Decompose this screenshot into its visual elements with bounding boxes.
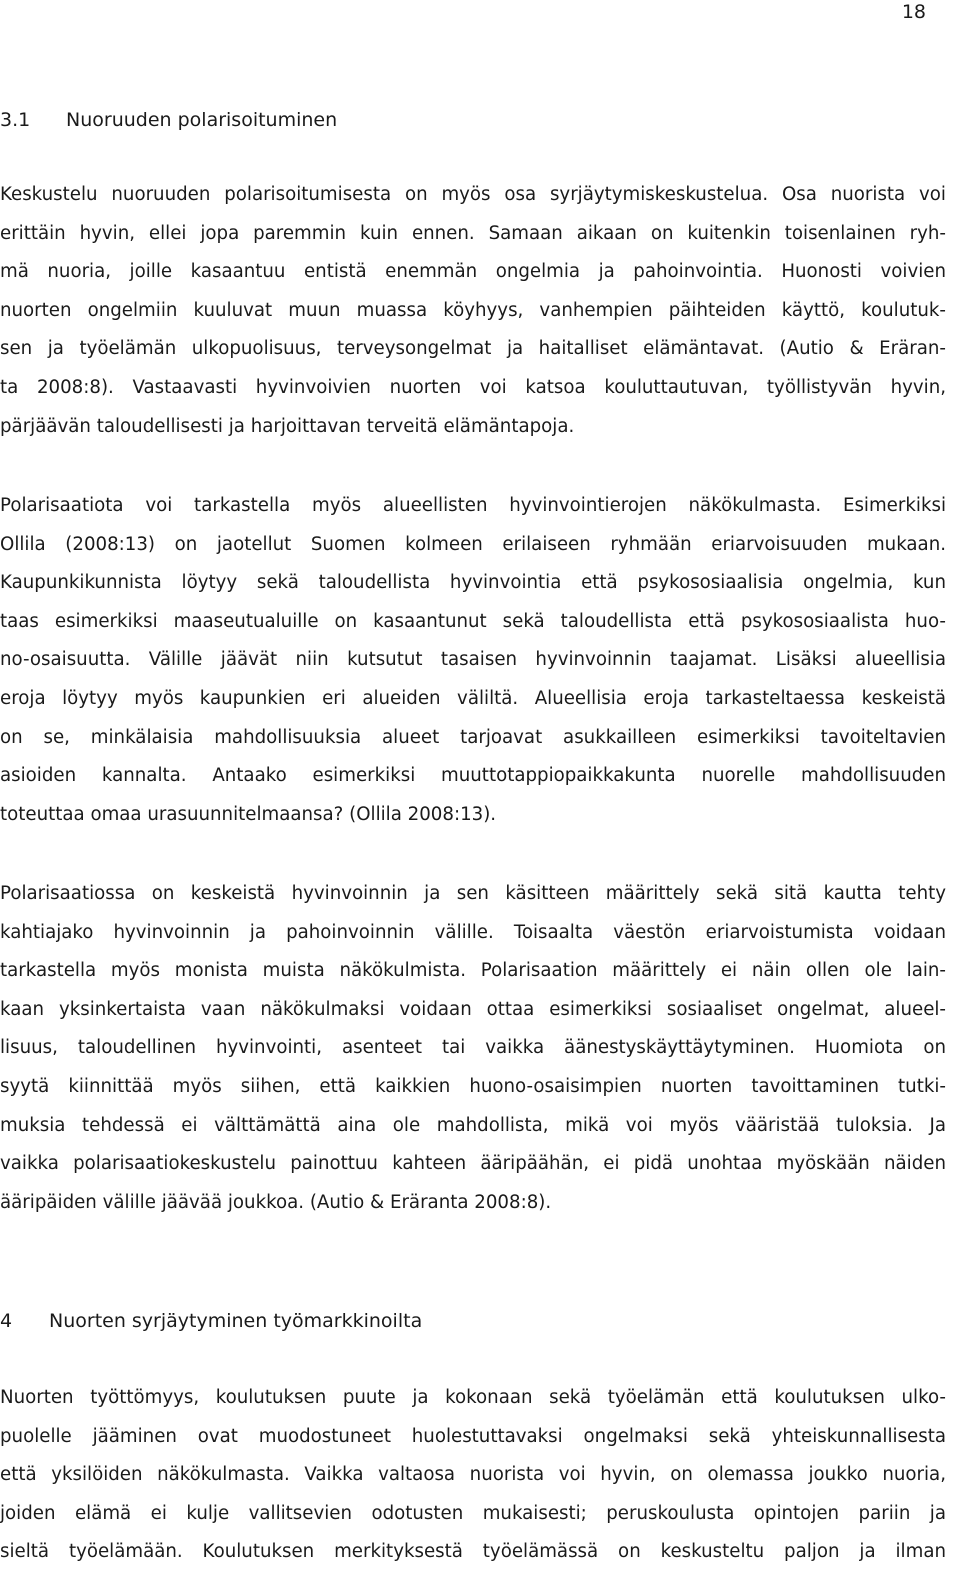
text-line: tarkastella myös monista muista näkökulmista. Polarisaation määrittely ei näin ollen ole lain- <box>0 960 946 982</box>
text-line: Polarisaatiossa on keskeistä hyvinvoinnin ja sen käsitteen määrittely sekä sitä kautta tehty <box>0 883 946 904</box>
section-title: Nuoruuden polarisoituminen <box>66 109 338 131</box>
text-line: lisuus, taloudellinen hyvinvointi, asenteet tai vaikka äänestyskäyttäytyminen. Huomiota on <box>0 1037 946 1059</box>
text-line: asioiden kannalta. Antaako esimerkiksi muuttotappiopaikkakunta nuorelle mahdollisuuden <box>0 765 946 787</box>
text-line: mä nuoria, joille kasaantuu entistä enemmän ongelmia ja pahoinvointia. Huonosti voivien <box>0 261 946 283</box>
paragraph-3 <box>0 875 946 1222</box>
text-line: että yksilöiden näkökulmasta. Vaikka valtaosa nuorista voi hyvin, on olemassa joukko nuoria, <box>0 1464 946 1486</box>
section-heading-4 <box>0 1309 422 1333</box>
text-line: Ollila (2008:13) on jaotellut Suomen kolmeen erilaiseen ryhmään eriarvoisuuden mukaan. <box>0 533 946 555</box>
text-line: ääripäiden välille jäävää joukkoa. (Autio & Eräranta 2008:8). <box>0 1191 552 1213</box>
section-number: 4 <box>0 1310 13 1332</box>
text-line: joiden elämä ei kulje vallitsevien odotusten mukaisesti; peruskoulusta opintojen pariin ja <box>0 1502 946 1524</box>
text-line: on se, minkälaisia mahdollisuuksia alueet tarjoavat asukkailleen esimerkiksi tavoiteltavien <box>0 726 946 748</box>
text-line: sen ja työelämän ulkopuolisuus, terveysongelmat ja haitalliset elämäntavat. (Autio & Eräran- <box>0 338 946 360</box>
page-number: 18 <box>901 1 926 23</box>
text-line: Polarisaatiota voi tarkastella myös alueellisten hyvinvointierojen näkökulmasta. Esimerkiksi <box>0 495 946 516</box>
text-line: nuorten ongelmiin kuuluvat muun muassa köyhyys, vanhempien päihteiden käyttö, koulutuk- <box>0 299 946 321</box>
section-title: Nuorten syrjäytyminen työmarkkinoilta <box>49 1310 423 1332</box>
paragraph-4 <box>0 1379 946 1572</box>
text-line: eroja löytyy myös kaupunkien eri alueiden väliltä. Alueellisia eroja tarkasteltaessa keskeistä <box>0 687 946 709</box>
text-line: pärjäävän taloudellisesti ja harjoittavan terveitä elämäntapoja. <box>0 415 575 437</box>
section-heading-3-1 <box>0 108 337 132</box>
text-line: toteuttaa omaa urasuunnitelmaansa? (Ollila 2008:13). <box>0 803 497 825</box>
text-line: kaan yksinkertaista vaan näkökulmaksi voidaan ottaa esimerkiksi sosiaaliset ongelmat, alueel- <box>0 998 946 1020</box>
text-line: taas esimerkiksi maaseutualuille on kasaantunut sekä taloudellista että psykososiaalista huo- <box>0 610 946 632</box>
text-line: no-osaisuutta. Välille jäävät niin kutsutut tasaisen hyvinvoinnin taajamat. Lisäksi alueellisia <box>0 649 946 671</box>
text-line: erittäin hyvin, ellei jopa paremmin kuin ennen. Samaan aikaan on kuitenkin toisenlainen ryh- <box>0 222 946 244</box>
text-line: kahtiajako hyvinvoinnin ja pahoinvoinnin välille. Toisaalta väestön eriarvoistumista voidaan <box>0 921 946 943</box>
section-number: 3.1 <box>0 109 31 131</box>
text-line: Nuorten työttömyys, koulutuksen puute ja kokonaan sekä työelämän että koulutuksen ulko- <box>0 1387 946 1408</box>
text-line: syytä kiinnittää myös siihen, että kaikkien huono-osaisimpien nuorten tavoittaminen tutki- <box>0 1075 946 1097</box>
paragraph-2 <box>0 487 946 834</box>
text-line: muksia tehdessä ei välttämättä aina ole mahdollista, mikä voi myös vääristää tuloksia. Ja <box>0 1114 946 1136</box>
paragraph-1 <box>0 176 946 446</box>
text-line: Keskustelu nuoruuden polarisoitumisesta on myös osa syrjäytymiskeskustelua. Osa nuorista voi <box>0 184 946 205</box>
text-line: Kaupunkikunnista löytyy sekä taloudellista hyvinvointia että psykososiaalisia ongelmia, kun <box>0 572 946 594</box>
text-line: ta 2008:8). Vastaavasti hyvinvoivien nuorten voi katsoa kouluttautuvan, työllistyvän hyvin, <box>0 376 946 398</box>
text-line: sieltä työelämään. Koulutuksen merkityksestä työelämässä on keskusteltu paljon ja ilman <box>0 1541 946 1563</box>
text-line: puolelle jääminen ovat muodostuneet huolestuttavaksi ongelmaksi sekä yhteiskunnallisesta <box>0 1425 946 1447</box>
text-line: vaikka polarisaatiokeskustelu painottuu kahteen ääripäähän, ei pidä unohtaa myöskään näiden <box>0 1153 946 1175</box>
